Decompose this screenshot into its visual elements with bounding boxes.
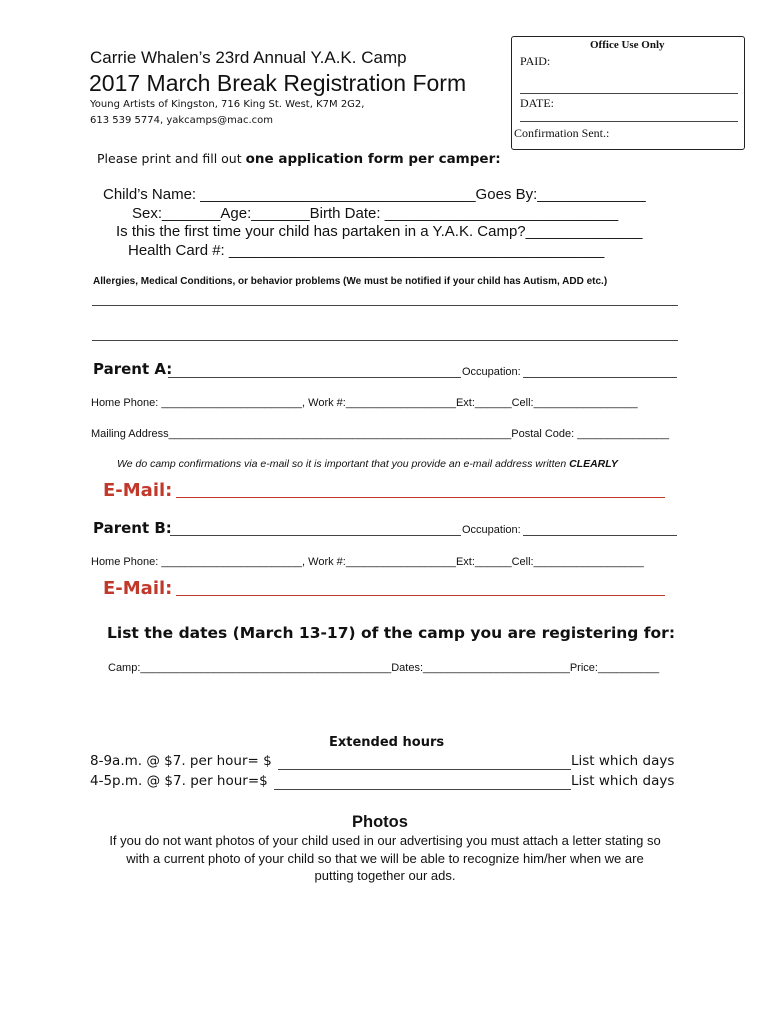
parent-b-occupation-label: Occupation: bbox=[462, 524, 521, 536]
afternoon-rate-label: 4-5p.m. @ $7. per hour=$ bbox=[90, 773, 268, 789]
parent-a-name-line[interactable] bbox=[168, 377, 461, 378]
afternoon-days-label: List which days bbox=[571, 773, 675, 789]
parent-a-label: Parent A: bbox=[93, 360, 173, 378]
morning-days-label: List which days bbox=[571, 753, 675, 769]
medical-line-1[interactable] bbox=[92, 305, 678, 306]
form-title: 2017 March Break Registration Form bbox=[89, 70, 467, 96]
parent-b-name-line[interactable] bbox=[170, 535, 461, 536]
camp-dates-price-line[interactable]: Camp:_________________________________________Dates:________________________Price:__________ bbox=[108, 662, 660, 674]
date-line[interactable] bbox=[520, 121, 738, 122]
parent-a-mailing-line[interactable]: Mailing Address________________________________________________________Postal Code: _______________ bbox=[91, 428, 670, 440]
email-b-line[interactable] bbox=[176, 595, 665, 596]
parent-a-occupation-label: Occupation: bbox=[462, 366, 521, 378]
contact-line: 613 539 5774, yakcamps@mac.com bbox=[90, 115, 274, 126]
address-line-1: Young Artists of Kingston, 716 King St. West, K7M 2G2, bbox=[90, 99, 365, 110]
parent-b-label: Parent B: bbox=[93, 519, 172, 537]
photos-heading: Photos bbox=[352, 813, 408, 831]
email-a-label: E-Mail: bbox=[103, 480, 173, 501]
medical-label: Allergies, Medical Conditions, or behavior problems (We must be notified if your child has Autism, ADD etc.) bbox=[93, 276, 608, 287]
confirmation-label: Confirmation Sent.: bbox=[514, 126, 610, 140]
parent-b-occupation-line[interactable] bbox=[523, 535, 677, 536]
photos-text-line-1: If you do not want photos of your child used in our advertising you must attach a letter stating so bbox=[109, 833, 661, 848]
morning-rate-label: 8-9a.m. @ $7. per hour= $ bbox=[90, 753, 272, 769]
afternoon-amount-line[interactable] bbox=[274, 789, 571, 790]
date-label: DATE: bbox=[520, 96, 554, 110]
child-name-line[interactable]: Child’s Name: _________________________________Goes By:_____________ bbox=[103, 186, 646, 203]
child-sex-age-birth-line[interactable]: Sex:_______Age:_______Birth Date: ____________________________ bbox=[132, 205, 619, 222]
email-b-label: E-Mail: bbox=[103, 578, 173, 599]
paid-line[interactable] bbox=[520, 93, 738, 94]
photos-text-line-2: with a current photo of your child so that we will be able to recognize him/her when we are bbox=[126, 851, 644, 866]
parent-a-phone-line[interactable]: Home Phone: _______________________, Work #:__________________Ext:______Cell:_________________ bbox=[91, 397, 638, 409]
medical-line-2[interactable] bbox=[92, 340, 678, 341]
instructions bbox=[97, 151, 501, 167]
extended-hours-heading: Extended hours bbox=[329, 735, 445, 750]
health-card-line[interactable]: Health Card #: _____________________________________________ bbox=[128, 242, 605, 259]
email-a-line[interactable] bbox=[176, 497, 665, 498]
office-use-title: Office Use Only bbox=[590, 39, 665, 51]
morning-amount-line[interactable] bbox=[278, 769, 571, 770]
instructions-lead: Please print and fill out bbox=[97, 151, 246, 166]
email-note-text: We do camp confirmations via e-mail so it is important that you provide an e-mail address written bbox=[117, 458, 570, 470]
instructions-emphasis: one application form per camper: bbox=[245, 151, 501, 167]
office-use-box bbox=[511, 36, 745, 150]
parent-a-occupation-line[interactable] bbox=[523, 377, 677, 378]
email-note-emphasis: CLEARLY bbox=[569, 458, 618, 470]
first-time-line[interactable]: Is this the first time your child has partaken in a Y.A.K. Camp?______________ bbox=[116, 223, 643, 240]
photos-text-line-3: putting together our ads. bbox=[314, 868, 456, 883]
camp-title: Carrie Whalen’s 23rd Annual Y.A.K. Camp bbox=[90, 48, 407, 67]
dates-heading: List the dates (March 13-17) of the camp you are registering for: bbox=[107, 624, 676, 642]
email-note bbox=[117, 458, 618, 470]
paid-label: PAID: bbox=[520, 54, 551, 68]
parent-b-phone-line[interactable]: Home Phone: _______________________, Work #:__________________Ext:______Cell:__________________ bbox=[91, 556, 644, 568]
